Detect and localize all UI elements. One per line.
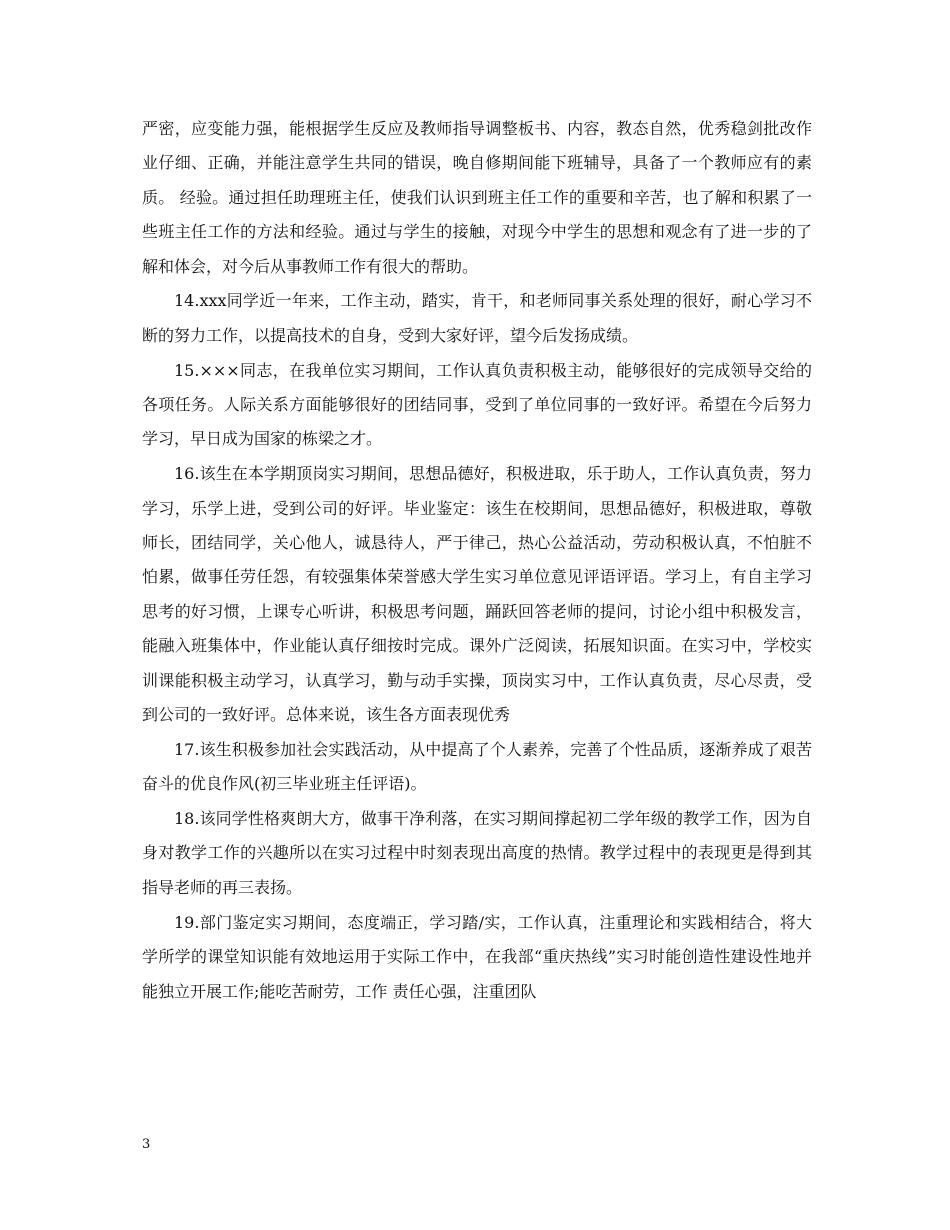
paragraph-item-17: 17.该生积极参加社会实践活动，从中提高了个人素养，完善了个性品质，逐渐养成了艰苦奋斗的优良作风(初三毕业班主任评语)。	[142, 739, 812, 794]
paragraph-continuation: 严密，应变能力强，能根据学生反应及教师指导调整板书、内容，教态自然，优秀稳剑批改作业仔细、正确，并能注意学生共同的错误，晚自修期间能下班辅导，具备了一个教师应有的素质。 经验。通过担任助理班主任，使我们认识到班主任工作的重要和辛苦，也了解和积累了一些班主任工作的方法和经验。通过与学生的接触，对现今中学生的思想和观念有了进一步的了解和体会，对今后从事教师工作有很大的帮助。	[142, 119, 812, 276]
paragraph-item-16: 16.该生在本学期顶岗实习期间，思想品德好，积极进取，乐于助人，工作认真负责，努力学习，乐学上进，受到公司的好评。毕业鉴定：该生在校期间，思想品德好，积极进取，尊敬师长，团结同学，关心他人，诚恳待人，严于律己，热心公益活动，劳动积极认真，不怕脏不怕累，做事任劳任怨，有较强集体荣誉感大学生实习单位意见评语评语。学习上，有自主学习思考的好习惯，上课专心听讲，积极思考问题，踊跃回答老师的提问，讨论小组中积极发言，能融入班集体中，作业能认真仔细按时完成。课外广泛阅读，拓展知识面。在实习中，学校实训课能积极主动学习，认真学习，勤与动手实操，顶岗实习中，工作认真负责，尽心尽责，受到公司的一致好评。总体来说，该生各方面表现优秀	[142, 464, 812, 725]
paragraph-item-19: 19.部门鉴定实习期间，态度端正，学习踏/实，工作认真，注重理论和实践相结合，将大学所学的课堂知识能有效地运用于实际工作中，在我部“重庆热线”实习时能创造性建设性地并能独立开展工作;能吃苦耐劳，工作 责任心强，注重团队	[142, 912, 812, 1001]
document-body	[142, 112, 812, 1009]
paragraph-item-18: 18.该同学性格爽朗大方，做事干净利落，在实习期间撑起初二学年级的教学工作，因为自身对教学工作的兴趣所以在实习过程中时刻表现出高度的热情。教学过程中的表现更是得到其指导老师的再三表扬。	[142, 809, 812, 897]
paragraph-item-14: 14.xxx同学近一年来，工作主动，踏实，肯干，和老师同事关系处理的很好，耐心学习不断的努力工作，以提高技术的自身，受到大家好评，望今后发扬成绩。	[142, 291, 812, 345]
paragraph-item-15: 15.×××同志，在我单位实习期间，工作认真负责积极主动，能够很好的完成领导交给的各项任务。人际关系方面能够很好的团结同事，受到了单位同事的一致好评。希望在今后努力学习，早日成为国家的栋梁之才。	[142, 360, 812, 449]
page-number: 3	[142, 1137, 151, 1152]
